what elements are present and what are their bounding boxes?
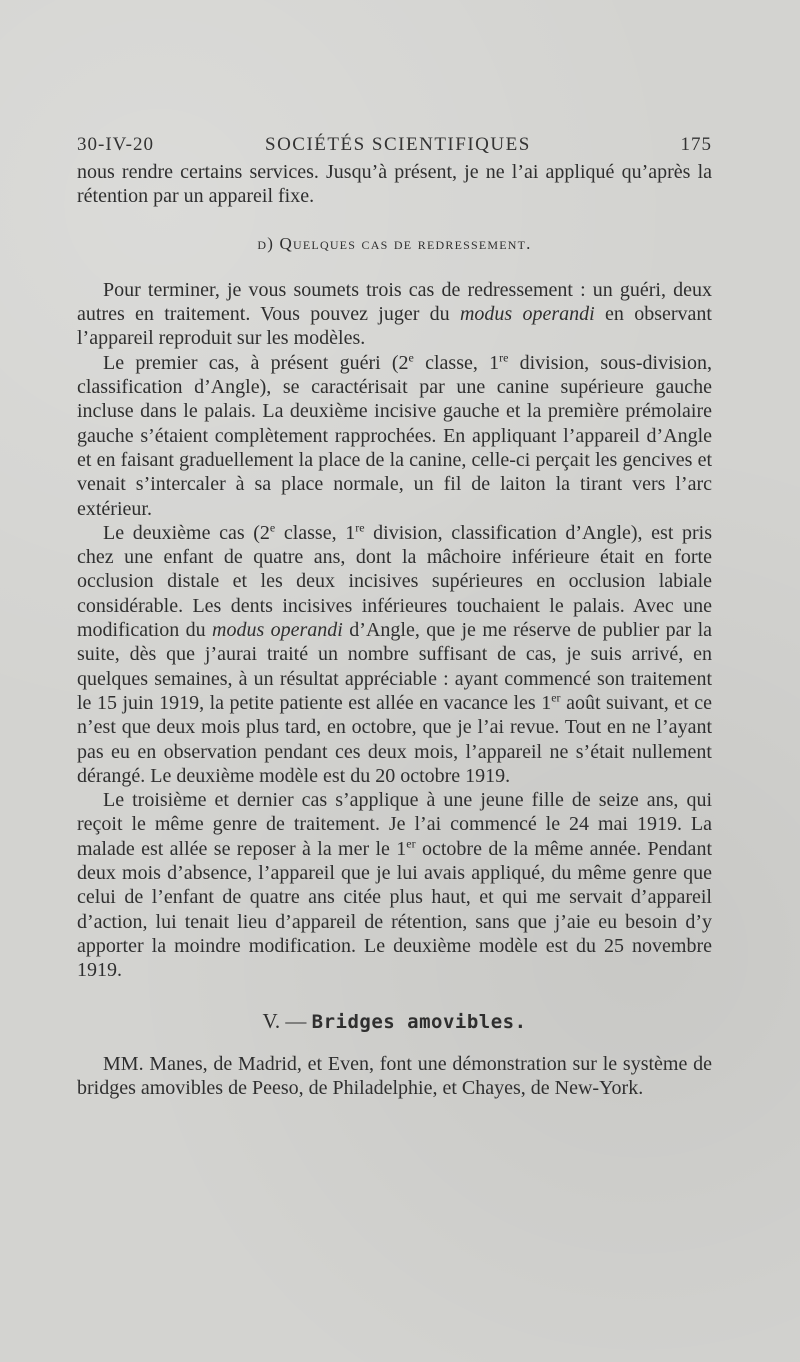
section-title: Bridges amovibles. xyxy=(311,1010,527,1033)
text-run: division, classification d’Angle), est pris chez une enfant de quatre ans, dont la mâchoire inférieure était en forte occlusion distale et les deux incisives supérieures en occlusion labiale considérable. Les dents incisives inférieures touchaient le palais. Avec une modification du xyxy=(77,521,712,642)
header-date: 30-IV-20 xyxy=(77,134,154,155)
text-run: Le premier cas, à présent guéri (2 xyxy=(103,351,409,374)
text-run: classe, 1 xyxy=(275,521,356,544)
text-run: classe, 1 xyxy=(413,351,500,374)
page xyxy=(77,128,712,1100)
subsection-heading xyxy=(77,232,712,256)
page-number: 175 xyxy=(680,134,712,155)
text-run: Le troisième et dernier cas s’applique à une jeune fille de seize ans, qui reçoit le même genre de traitement. Je l’ai commencé le 24 mai 1919. La malade est allée se reposer à la mer le 1 xyxy=(77,789,712,860)
subsection-marker: d) xyxy=(257,233,275,253)
italic-term: modus operandi xyxy=(212,619,343,642)
paragraph: MM. Manes, de Madrid, et Even, font une démonstration sur le système de bridges amovibles de Peeso, de Philadelphie, et Chayes, de New-York. xyxy=(77,1052,712,1100)
paragraph xyxy=(77,788,712,982)
paragraph: nous rendre certains services. Jusqu’à présent, je ne l’ai appliqué qu’après la rétention par un appareil fixe. xyxy=(77,161,712,208)
superscript: er xyxy=(551,690,561,705)
section-number: V. — xyxy=(262,1008,307,1033)
text-run: division, sous-division, classification d’Angle), se caractérisait par une canine supérieure gauche incluse dans le palais. La deuxième incisive gauche et la première prémolaire gauche s’étaient complètement rapprochées. En appliquant l’appareil d’Angle et en faisant graduellement la place de la canine, celle-ci perçait les gencives et venait s’intercaler à sa place normale, un fil de laiton la tirant vers l’arc extérieur. xyxy=(77,351,712,520)
text-run: octobre de la même année. Pendant deux mois d’absence, l’appareil que je lui avais appliqué, du même genre que celui de l’enfant de quatre ans citée plus haut, et qui me servait d’appareil d’action, lui tenait lieu d’appareil de rétention, sans que j’aie eu besoin d’y apporter la moindre modification. Le deuxième modèle est du 25 novembre 1919. xyxy=(77,837,712,982)
text-run: Pour terminer, je vous soumets trois cas de redressement : un guéri, deux autres en traitement. Vous pouvez juger du xyxy=(77,278,712,326)
text-run: d’Angle, que je me réserve de publier par la suite, dès que j’aurai traité un nombre suffisant de cas, je suis arrivé, en quelques semaines, à un résultat appréciable : ayant commencé son traitement le 15 juin 1919, la petite patiente est allée en vacance les 1 xyxy=(77,619,713,714)
text-run: en observant l’appareil reproduit sur les modèles. xyxy=(77,303,712,350)
superscript: e xyxy=(269,520,276,535)
italic-term: modus operandi xyxy=(459,303,595,326)
text-run: Le deuxième cas (2 xyxy=(103,521,270,544)
subsection-title: Quelques cas de redressement. xyxy=(279,233,532,253)
superscript: re xyxy=(355,520,365,535)
paragraph xyxy=(77,278,712,351)
section-heading xyxy=(77,1009,712,1034)
paragraph xyxy=(77,521,712,788)
paragraph xyxy=(77,351,712,521)
header-title: SOCIÉTÉS SCIENTIFIQUES xyxy=(265,134,531,155)
text-run: août suivant, et ce n’est que deux mois plus tard, en octobre, que je l’ai revue. Tout en ne l’ayant pas eu en observation pendant ces deux mois, l’appareil ne s’était nullement dérangé. Le deuxième modèle est du 20 octobre 1919. xyxy=(77,691,712,787)
superscript: e xyxy=(408,350,414,365)
running-head xyxy=(77,128,712,160)
superscript: er xyxy=(406,836,416,851)
body-text xyxy=(77,160,712,1100)
superscript: re xyxy=(499,350,509,365)
